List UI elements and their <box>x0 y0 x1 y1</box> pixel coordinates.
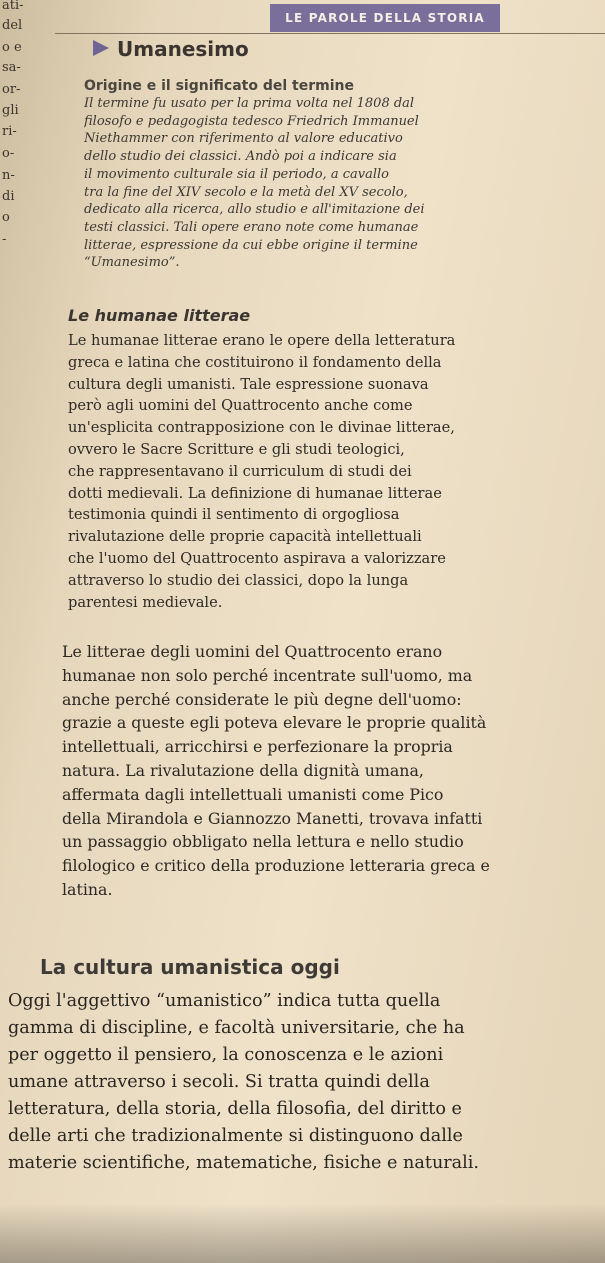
section-banner: LE PAROLE DELLA STORIA <box>270 4 500 32</box>
margin-fragment: o e <box>2 40 22 55</box>
text-line: che rappresentavano il curriculum di studi dei <box>68 462 412 480</box>
text-line: dotti medievali. La definizione di humanae litterae <box>68 484 442 502</box>
text-line: natura. La rivalutazione della dignità umana, <box>62 760 424 780</box>
humanae-paragraph <box>68 330 596 613</box>
margin-fragment: n- <box>2 168 15 183</box>
text-line: Il termine fu usato per la prima volta nel 1808 dal <box>84 96 415 111</box>
text-line: parentesi medievale. <box>68 593 223 611</box>
text-line: però agli uomini del Quattrocento anche come <box>68 397 413 415</box>
arrow-icon <box>93 40 109 56</box>
culture-heading: La cultura umanistica oggi <box>40 955 340 979</box>
origin-paragraph <box>84 95 596 272</box>
page-shadow <box>0 1203 605 1263</box>
text-line: cultura degli umanisti. Tale espressione suonava <box>68 375 429 393</box>
text-line: Oggi l'aggettivo “umanistico” indica tutta quella <box>8 991 441 1011</box>
origin-subheading: Origine e il significato del termine <box>84 78 354 94</box>
text-line: latina. <box>62 879 113 899</box>
text-line: filologico e critico della produzione letteraria greca e <box>62 856 490 876</box>
margin-fragment: sa- <box>2 60 21 75</box>
text-line: “Umanesimo”. <box>84 255 180 271</box>
margin-fragment: del <box>2 18 23 33</box>
margin-fragment: ati- <box>2 0 24 13</box>
text-line: attraverso lo studio dei classici, dopo la lunga <box>68 571 409 589</box>
text-line: dello studio dei classici. Andò poi a indicare sia <box>84 149 397 165</box>
text-line: intellettuali, arricchirsi e perfezionare la propria <box>62 737 453 757</box>
margin-fragment: gli <box>2 103 19 118</box>
margin-fragment: - <box>2 232 7 247</box>
margin-fragment: di <box>2 189 15 204</box>
text-line: Le litterae degli uomini del Quattrocento erano <box>62 642 443 661</box>
text-line: il movimento culturale sia il periodo, a cavallo <box>84 166 389 182</box>
text-line: umane attraverso i secoli. Si tratta quindi della <box>8 1072 430 1092</box>
humanae-heading: Le humanae litterae <box>68 306 251 325</box>
text-line: letteratura, della storia, della filosofia, del diritto e <box>8 1099 462 1119</box>
text-line: litterae, espressione da cui ebbe origine il termine <box>84 237 418 253</box>
text-line: filosofo e pedagogista tedesco Friedrich Immanuel <box>84 113 419 129</box>
text-line: ovvero le Sacre Scritture e gli studi teologici, <box>68 440 405 458</box>
text-line: anche perché considerate le più degne dell'uomo: <box>62 689 462 709</box>
text-line: testi classici. Tali opere erano note come humanae <box>84 219 419 235</box>
text-line: humanae non solo perché incentrate sull'uomo, ma <box>62 665 473 685</box>
text-line: greca e latina che costituirono il fondamento della <box>68 353 442 371</box>
litterae-paragraph <box>62 640 597 902</box>
margin-fragment: or- <box>2 82 21 97</box>
text-line: affermata dagli intellettuali umanisti come Pico <box>62 784 444 804</box>
text-line: Niethammer con riferimento al valore educativo <box>84 131 403 147</box>
text-line: tra la fine del XIV secolo e la metà del XV secolo, <box>84 184 408 200</box>
margin-fragment: ri- <box>2 124 17 139</box>
text-line: Le humanae litterae erano le opere della letteratura <box>68 332 456 349</box>
text-line: un passaggio obbligato nella lettura e nello studio <box>62 832 464 852</box>
text-line: delle arti che tradizionalmente si distinguono dalle <box>8 1126 463 1146</box>
text-line: gamma di discipline, e facoltà universitarie, che ha <box>8 1018 465 1038</box>
text-line: che l'uomo del Quattrocento aspirava a valorizzare <box>68 549 446 567</box>
culture-paragraph <box>8 988 600 1177</box>
page-title: Umanesimo <box>117 37 249 61</box>
text-line: grazie a queste egli poteva elevare le proprie qualità <box>62 713 487 733</box>
text-line: della Mirandola e Giannozzo Manetti, trovava infatti <box>62 808 483 828</box>
margin-fragment: o- <box>2 146 15 161</box>
text-line: testimonia quindi il sentimento di orgogliosa <box>68 506 400 524</box>
header-rule <box>55 33 605 34</box>
text-line: dedicato alla ricerca, allo studio e all'imitazione dei <box>84 202 425 218</box>
text-line: un'esplicita contrapposizione con le divinae litterae, <box>68 419 455 437</box>
text-line: rivalutazione delle proprie capacità intellettuali <box>68 528 422 546</box>
text-line: materie scientifiche, matematiche, fisiche e naturali. <box>8 1153 480 1173</box>
margin-fragment: o <box>2 210 10 225</box>
text-line: per oggetto il pensiero, la conoscenza e le azioni <box>8 1045 444 1065</box>
